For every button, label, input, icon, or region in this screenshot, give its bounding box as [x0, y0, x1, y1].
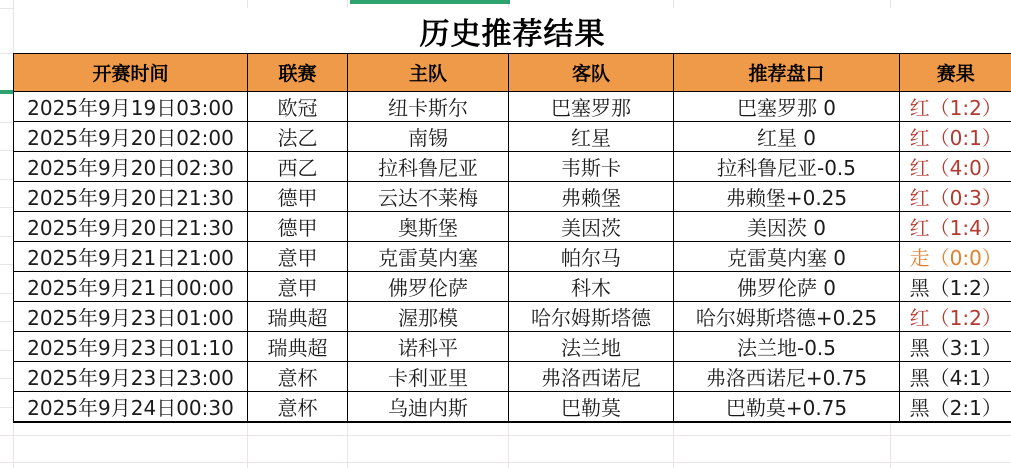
cell-time[interactable]: 2025年9月20日02:30 — [14, 152, 248, 182]
table-row — [14, 242, 1011, 272]
col-header-result[interactable]: 赛果 — [900, 54, 1011, 92]
table-row — [14, 182, 1011, 212]
cell-pick[interactable]: 拉科鲁尼亚-0.5 — [674, 152, 900, 182]
cell-time[interactable]: 2025年9月20日21:30 — [14, 212, 248, 242]
gridline-horizontal — [0, 462, 1011, 463]
col-header-start-time[interactable]: 开赛时间 — [14, 54, 248, 92]
cell-result[interactable]: 走（0:0） — [900, 242, 1011, 272]
cell-pick[interactable]: 法兰地-0.5 — [674, 332, 900, 362]
cell-result[interactable]: 红（1:2） — [900, 302, 1011, 332]
cell-home[interactable]: 拉科鲁尼亚 — [348, 152, 509, 182]
table-row — [14, 362, 1011, 392]
cell-away[interactable]: 哈尔姆斯塔德 — [509, 302, 674, 332]
cell-result[interactable]: 红（4:0） — [900, 152, 1011, 182]
cell-away[interactable]: 巴勒莫 — [509, 392, 674, 423]
cell-league[interactable]: 瑞典超 — [248, 302, 348, 332]
cell-league[interactable]: 意杯 — [248, 392, 348, 423]
cell-pick[interactable]: 哈尔姆斯塔德+0.25 — [674, 302, 900, 332]
cell-league[interactable]: 德甲 — [248, 212, 348, 242]
cell-time[interactable]: 2025年9月21日00:00 — [14, 272, 248, 302]
cell-home[interactable]: 克雷莫内塞 — [348, 242, 509, 272]
col-header-league[interactable]: 联赛 — [248, 54, 348, 92]
cell-pick[interactable]: 弗洛西诺尼+0.75 — [674, 362, 900, 392]
header-row — [14, 54, 1011, 92]
cell-away[interactable]: 美因茨 — [509, 212, 674, 242]
cell-time[interactable]: 2025年9月20日21:30 — [14, 182, 248, 212]
cell-home[interactable]: 南锡 — [348, 122, 509, 152]
cell-pick[interactable]: 弗赖堡+0.25 — [674, 182, 900, 212]
cell-pick[interactable]: 美因茨 0 — [674, 212, 900, 242]
cell-home[interactable]: 云达不莱梅 — [348, 182, 509, 212]
page-title[interactable]: 历史推荐结果 — [14, 8, 1011, 53]
cell-time[interactable]: 2025年9月19日03:00 — [14, 92, 248, 122]
cell-time[interactable]: 2025年9月23日01:10 — [14, 332, 248, 362]
cell-result[interactable]: 黑（2:1） — [900, 392, 1011, 423]
cell-league[interactable]: 意杯 — [248, 362, 348, 392]
cell-away[interactable]: 弗洛西诺尼 — [509, 362, 674, 392]
table-row — [14, 212, 1011, 242]
col-header-away-team[interactable]: 客队 — [509, 54, 674, 92]
cell-result[interactable]: 红（1:4） — [900, 212, 1011, 242]
cell-time[interactable]: 2025年9月20日02:00 — [14, 122, 248, 152]
table-row — [14, 272, 1011, 302]
cell-away[interactable]: 帕尔马 — [509, 242, 674, 272]
cell-pick[interactable]: 红星 0 — [674, 122, 900, 152]
table-row — [14, 302, 1011, 332]
selection-border-left-fragment — [0, 90, 13, 94]
cell-pick[interactable]: 巴勒莫+0.75 — [674, 392, 900, 423]
cell-home[interactable]: 诺科平 — [348, 332, 509, 362]
cell-result[interactable]: 红（0:1） — [900, 122, 1011, 152]
table-row — [14, 152, 1011, 182]
cell-home[interactable]: 乌迪内斯 — [348, 392, 509, 423]
cell-home[interactable]: 奥斯堡 — [348, 212, 509, 242]
cell-league[interactable]: 瑞典超 — [248, 332, 348, 362]
cell-away[interactable]: 科木 — [509, 272, 674, 302]
cell-pick[interactable]: 克雷莫内塞 0 — [674, 242, 900, 272]
table-row — [14, 392, 1011, 423]
cell-away[interactable]: 弗赖堡 — [509, 182, 674, 212]
history-results-table — [13, 53, 1011, 423]
table-body — [14, 92, 1011, 423]
cell-home[interactable]: 纽卡斯尔 — [348, 92, 509, 122]
table-row — [14, 92, 1011, 122]
selection-border-top-fragment — [350, 0, 510, 4]
col-header-handicap[interactable]: 推荐盘口 — [674, 54, 900, 92]
cell-away[interactable]: 韦斯卡 — [509, 152, 674, 182]
cell-away[interactable]: 巴塞罗那 — [509, 92, 674, 122]
cell-pick[interactable]: 佛罗伦萨 0 — [674, 272, 900, 302]
cell-league[interactable]: 西乙 — [248, 152, 348, 182]
cell-away[interactable]: 法兰地 — [509, 332, 674, 362]
cell-time[interactable]: 2025年9月23日23:00 — [14, 362, 248, 392]
cell-result[interactable]: 红（1:2） — [900, 92, 1011, 122]
table-row — [14, 332, 1011, 362]
cell-time[interactable]: 2025年9月21日21:00 — [14, 242, 248, 272]
gridline-horizontal — [0, 435, 1011, 436]
cell-league[interactable]: 德甲 — [248, 182, 348, 212]
cell-league[interactable]: 意甲 — [248, 242, 348, 272]
cell-home[interactable]: 佛罗伦萨 — [348, 272, 509, 302]
cell-result[interactable]: 红（0:3） — [900, 182, 1011, 212]
cell-home[interactable]: 卡利亚里 — [348, 362, 509, 392]
cell-result[interactable]: 黑（3:1） — [900, 332, 1011, 362]
table-row — [14, 122, 1011, 152]
col-header-home-team[interactable]: 主队 — [348, 54, 509, 92]
cell-league[interactable]: 意甲 — [248, 272, 348, 302]
cell-result[interactable]: 黑（4:1） — [900, 362, 1011, 392]
cell-time[interactable]: 2025年9月24日00:30 — [14, 392, 248, 423]
cell-pick[interactable]: 巴塞罗那 0 — [674, 92, 900, 122]
cell-result[interactable]: 黑（1:2） — [900, 272, 1011, 302]
cell-league[interactable]: 欧冠 — [248, 92, 348, 122]
cell-time[interactable]: 2025年9月23日01:00 — [14, 302, 248, 332]
cell-away[interactable]: 红星 — [509, 122, 674, 152]
cell-home[interactable]: 渥那模 — [348, 302, 509, 332]
cell-league[interactable]: 法乙 — [248, 122, 348, 152]
